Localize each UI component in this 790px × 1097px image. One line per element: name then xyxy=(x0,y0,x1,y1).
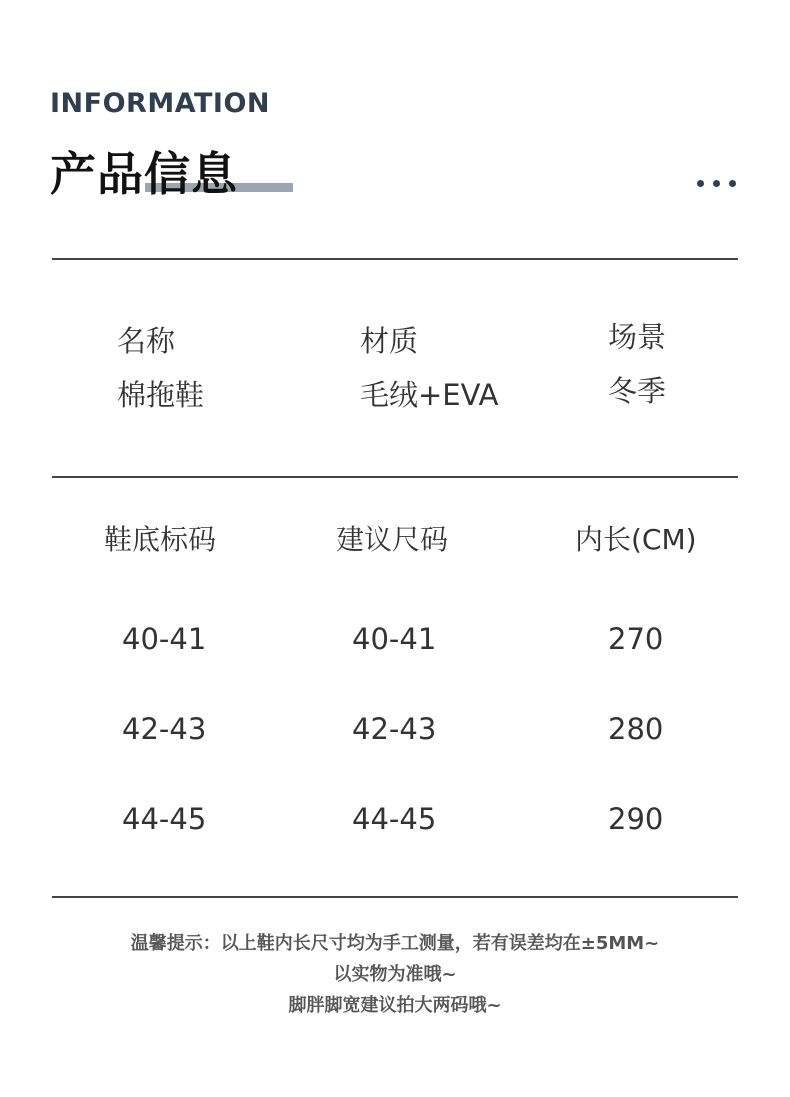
info-block-name xyxy=(117,314,204,422)
table-cell: 44-45 xyxy=(122,802,207,836)
table-cell: 42-43 xyxy=(352,712,437,746)
table-header-inner-length: 内长(CM) xyxy=(575,523,697,556)
table-header-sole-size: 鞋底标码 xyxy=(104,523,217,556)
note-line-1: 温馨提示：以上鞋内长尺寸均为手工测量，若有误差均在±5MM~ xyxy=(130,933,660,954)
dot xyxy=(713,180,720,187)
table-cell: 270 xyxy=(608,622,664,656)
info-label: 名称 xyxy=(117,324,176,358)
table-cell: 280 xyxy=(608,712,664,746)
info-title-english: INFORMATION xyxy=(50,88,271,119)
divider-top xyxy=(52,258,738,260)
info-value: 冬季 xyxy=(608,374,667,408)
table-cell: 40-41 xyxy=(122,622,207,656)
note-line-3: 脚胖脚宽建议拍大两码哦~ xyxy=(288,995,502,1016)
table-cell: 42-43 xyxy=(122,712,207,746)
info-label: 场景 xyxy=(608,320,667,354)
page-title: 产品信息 xyxy=(50,147,238,201)
info-value: 棉拖鞋 xyxy=(117,378,205,412)
page-title-wrap xyxy=(50,146,238,202)
info-value: 毛绒+EVA xyxy=(360,378,499,412)
table-header-suggested-size: 建议尺码 xyxy=(336,523,449,556)
table-cell: 290 xyxy=(608,802,664,836)
info-block-material xyxy=(360,314,498,422)
table-cell: 44-45 xyxy=(352,802,437,836)
info-label: 材质 xyxy=(360,324,419,358)
divider-middle xyxy=(52,476,738,478)
dot xyxy=(729,180,736,187)
note-line-2: 以实物为准哦~ xyxy=(333,964,457,985)
info-block-scene xyxy=(608,310,666,418)
more-dots-icon xyxy=(697,180,736,187)
dot xyxy=(697,180,704,187)
divider-bottom xyxy=(52,896,738,898)
table-cell: 40-41 xyxy=(352,622,437,656)
